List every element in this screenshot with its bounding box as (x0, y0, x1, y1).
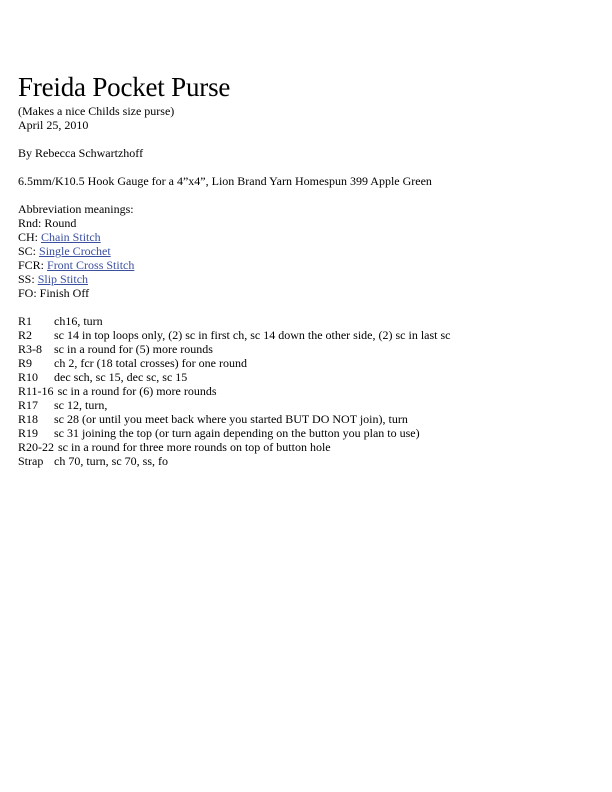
row-instruction: ch 2, fcr (18 total crosses) for one round (54, 356, 247, 370)
slip-stitch-link[interactable]: Slip Stitch (37, 272, 89, 286)
single-crochet-link[interactable]: Single Crochet (39, 244, 111, 258)
row-instruction: sc 28 (or until you meet back where you started BUT DO NOT join), turn (54, 412, 408, 426)
pattern-row (18, 384, 598, 398)
chain-stitch-link[interactable]: Chain Stitch (41, 230, 101, 244)
pattern-row (18, 412, 598, 426)
pattern-row (18, 328, 598, 342)
abbreviation-text: FO: Finish Off (18, 286, 90, 300)
pattern-row (18, 440, 598, 454)
abbreviation-text: SS: (18, 272, 38, 286)
author: By Rebecca Schwartzhoff (18, 146, 144, 160)
page-title: Freida Pocket Purse (18, 72, 231, 102)
pattern-row (18, 356, 598, 370)
abbreviation-item (18, 258, 598, 272)
abbreviation-text: FCR: (18, 258, 48, 272)
pattern-row (18, 370, 598, 384)
abbreviation-list (18, 216, 598, 300)
row-instruction: sc 12, turn, (54, 398, 108, 412)
pattern-row (18, 426, 598, 440)
row-label: R2 (18, 328, 33, 342)
spacer (18, 132, 598, 146)
row-instruction: ch16, turn (54, 314, 103, 328)
row-label: R10 (18, 370, 39, 384)
row-instruction: ch 70, turn, sc 70, ss, fo (54, 454, 168, 468)
row-label: R17 (18, 398, 39, 412)
pattern-rows (18, 314, 598, 468)
pattern-row (18, 454, 598, 468)
row-label: R9 (18, 356, 33, 370)
row-label: Strap (18, 454, 44, 468)
row-instruction: dec sch, sc 15, dec sc, sc 15 (54, 370, 188, 384)
document-page (18, 70, 598, 468)
abbreviation-text: CH: (18, 230, 42, 244)
abbreviation-text: SC: (18, 244, 40, 258)
abbreviation-item (18, 230, 598, 244)
row-label: R20-22 (18, 440, 54, 454)
date: April 25, 2010 (18, 118, 89, 132)
front-cross-stitch-link[interactable]: Front Cross Stitch (47, 258, 135, 272)
row-instruction: sc in a round for three more rounds on top of button hole (58, 440, 331, 454)
pattern-row (18, 314, 598, 328)
abbreviation-item (18, 272, 598, 286)
row-instruction: sc 14 in top loops only, (2) sc in first ch, sc 14 down the other side, (2) sc in last sc (54, 328, 451, 342)
abbreviation-item (18, 216, 598, 230)
row-label: R19 (18, 426, 39, 440)
row-label: R1 (18, 314, 33, 328)
row-label: R11-16 (18, 384, 54, 398)
pattern-row (18, 398, 598, 412)
spacer (18, 160, 598, 174)
abbreviation-heading: Abbreviation meanings: (18, 202, 134, 216)
spacer (18, 300, 598, 314)
spacer (18, 188, 598, 202)
abbreviation-item (18, 286, 598, 300)
row-instruction: sc in a round for (6) more rounds (57, 384, 217, 398)
abbreviation-item (18, 244, 598, 258)
row-instruction: sc 31 joining the top (or turn again depending on the button you plan to use) (54, 426, 420, 440)
abbreviation-text: Rnd: Round (18, 216, 77, 230)
gauge-info: 6.5mm/K10.5 Hook Gauge for a 4”x4”, Lion Brand Yarn Homespun 399 Apple Green (18, 174, 432, 188)
row-label: R18 (18, 412, 39, 426)
row-instruction: sc in a round for (5) more rounds (54, 342, 213, 356)
pattern-row (18, 342, 598, 356)
subtitle: (Makes a nice Childs size purse) (18, 104, 175, 118)
row-label: R3-8 (18, 342, 42, 356)
